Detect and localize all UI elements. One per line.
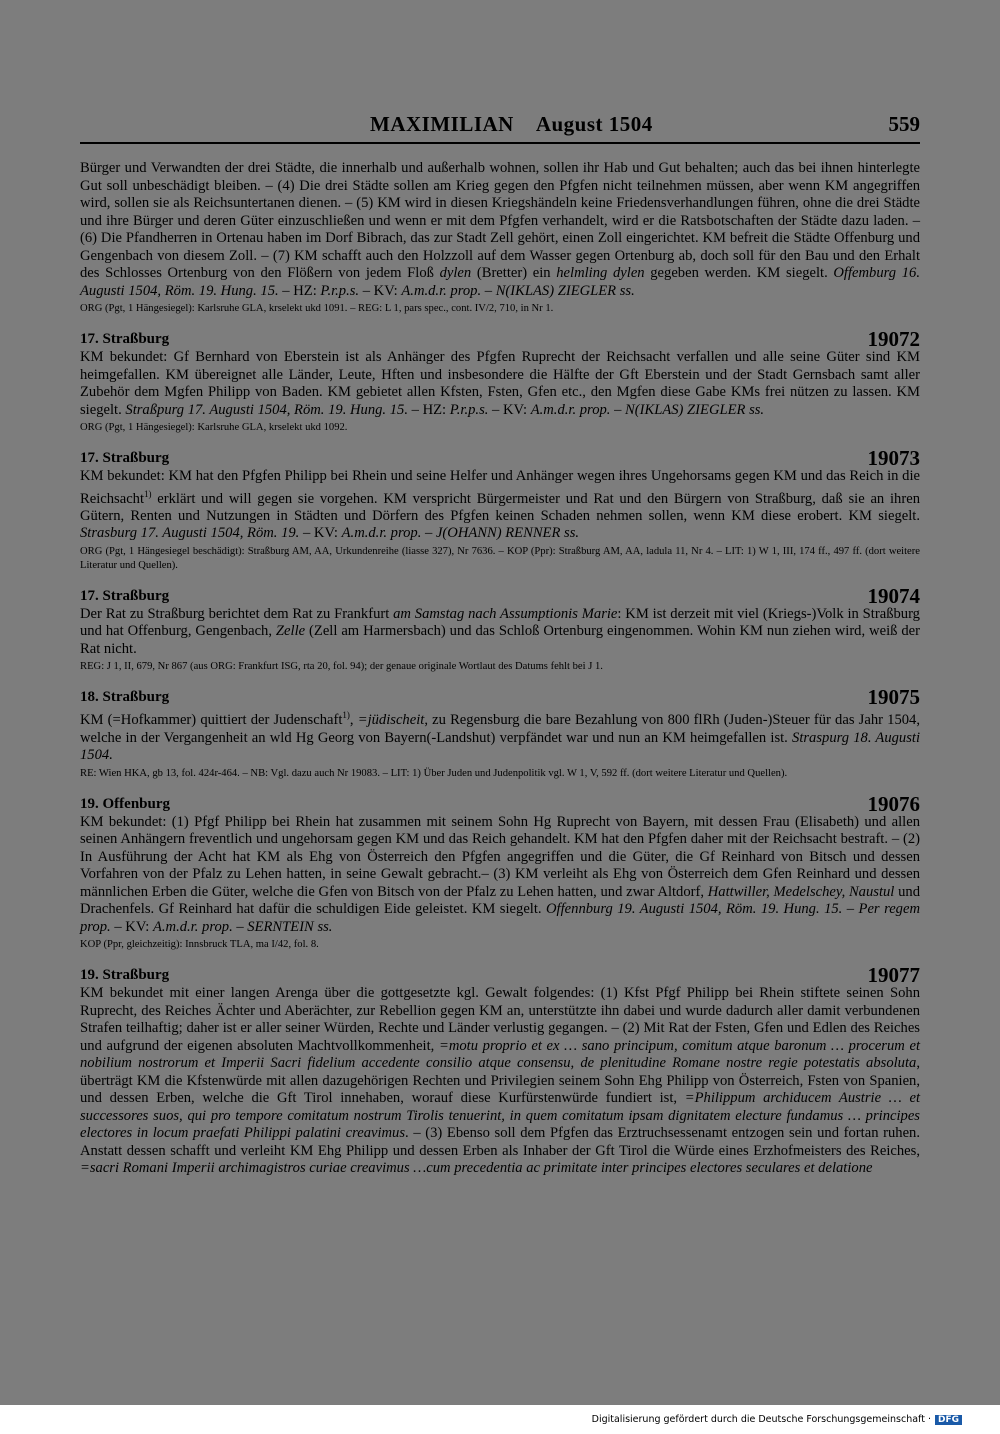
footnote-marker: 1) xyxy=(342,710,350,721)
italic-run: =sacri Romani Imperii archimagistros curiae creavimus …cum precedentia ac primitate inter principes electores seculares et delatione xyxy=(80,1160,873,1177)
page-body xyxy=(80,160,920,1178)
page-number: 559 xyxy=(888,112,920,136)
source-note: ORG (Pgt, 1 Hängesiegel): Karlsruhe GLA, krselekt ukd 1092. xyxy=(80,422,348,433)
text-run: KM bekundet mit einer langen Arenga über die gottgesetzte kgl. Gewalt folgendes: (1) Kfst Pfgf Philipp bei Rhein stiftete seinen Sohn Ruprecht, des Reiches Ächter und Aberächter, zur Rebellion gegen KM an, unterstützte ihn dabei und wurde dadurch aller damit verbundenen Strafen teilhaftig; daher ist er aller seiner Würden, Rechte und Länder verlustig gegangen. – (2) Mit Rat der Fsten, Gfen und Edlen des Reiches und aufgrund der eigenen absoluten Machtvollkommenheit, xyxy=(80,985,920,1054)
entry-19072 xyxy=(80,327,920,435)
header-title xyxy=(370,112,653,137)
entry-number: 19076 xyxy=(867,791,920,816)
entry-text xyxy=(80,349,920,419)
entry-heading xyxy=(80,327,920,349)
italic-run: Offennburg 19. Augusti 1504, Röm. 19. Hung. 15. – Per regem prop. xyxy=(80,901,920,935)
text-run: , zu Regensburg die bare Bezahlung von 800 flRh (Juden-)Steuer für das Jahr 1504, welche in der Vergangenheit an wld Hg Georg von Bayern(-Landshut) verpfändet war und nun an KM heimgefallen ist. xyxy=(80,712,920,746)
italic-run: A.m.d.r. prop. – N(IKLAS) ZIEGLER ss. xyxy=(530,401,765,418)
source-note: KOP (Ppr, gleichzeitig): Innsbruck TLA, ma I/42, fol. 8. xyxy=(80,939,319,951)
italic-run: A.m.d.r. prop. – SERNTEIN ss. xyxy=(152,918,333,935)
text-run: – KV: xyxy=(299,525,342,542)
text-run: , xyxy=(349,712,358,729)
italic-run: Straspurg 18. Augusti 1504. xyxy=(80,729,920,764)
entry-date: 17. Straßburg xyxy=(80,331,170,347)
text-run: KM bekundet: KM hat den Pfgfen Philipp bei Rhein und seine Helfer und Anhänger wegen ihres Ungehorsams gegen KM und das Reich in die Reichsacht xyxy=(80,468,920,507)
entry-text xyxy=(80,606,920,659)
entry-heading xyxy=(80,584,920,606)
entry-text xyxy=(80,707,920,764)
source-note: ORG (Pgt, 1 Hängesiegel beschädigt): Straßburg AM, AA, Urkundenreihe (liasse 327), Nr 7636. – KOP (Ppr): Straßburg AM, AA, ladula 11, Nr 4. – LIT: 1) W 1, III, 174 ff., 497 ff. (dort weitere Literatur und Quellen). xyxy=(80,545,920,571)
italic-run: Straßpurg 17. Augusti 1504, Röm. 19. Hung. 15. xyxy=(125,401,408,418)
italic-run: Strasburg 17. Augusti 1504, Röm. 19. xyxy=(80,525,300,542)
header-title-main: MAXIMILIAN xyxy=(370,112,514,136)
source-note: RE: Wien HKA, gb 13, fol. 424r-464. – NB: Vgl. dazu auch Nr 19083. – LIT: 1) Über Juden und Judenpolitik vgl. W 1, V, 592 ff. (dort weitere Literatur und Quellen). xyxy=(80,767,788,779)
italic-run: P.r.p.s. xyxy=(320,282,360,299)
text-run: Bürger und Verwandten der drei Städte, die innerhalb und außerhalb wohnen, sollen ihr Hab und Gut behalten; auch das bei ihnen hinterlegte Gut soll unbeschädigt bleiben. – (4) Die drei Städte sollen am Krieg gegen den Pfgfen nicht teilnehmen müssen, aber wenn KM angegriffen wird, sollen sie als Reichsuntertanen dienen. – (5) KM wird in diesen Kriegshändeln keine Friedensverhandlungen führen, ohne die drei Städte und ihre Bürger und deren Güter einzuschließen und wenn er mit dem Pfgfen verhandelt, wird er die Ratsbotschaften der Städte dazu laden. – (6) Die Pfandherren in Ortenau haben im Dorf Bibrach, das zur Stadt Zell gehört, einen Zoll eingerichtet. KM befreit die Städte Offenburg und Gengenbach von diesem Zoll. – (7) KM schafft auch den Holzzoll auf dem Wasser gegen Ortenburg ab, doch soll für den Bau und den Erhalt des Schlosses Ortenburg von den Flößern von jedem Floß xyxy=(80,160,920,281)
entry-date: 17. Straßburg xyxy=(80,450,170,466)
entry-heading xyxy=(80,963,920,988)
text-run: gegeben werden. KM siegelt. xyxy=(644,265,834,281)
footer-text: Digitalisierung gefördert durch die Deutsche Forschungsgemeinschaft · xyxy=(591,1414,931,1425)
running-header xyxy=(80,108,920,144)
italic-run: =jüdischeit xyxy=(357,712,425,729)
text-run: (Zell am Harmersbach) und das Schloß Ortenburg eingenommen. Wohin KM nun ziehen wird, weiß der Rat nicht. xyxy=(80,623,920,657)
entry-19074 xyxy=(80,584,920,675)
italic-run: Offemburg 16. Augusti 1504, Röm. 19. Hung. 15. xyxy=(80,265,920,299)
text-run: – KV: xyxy=(359,282,402,299)
entry-number: 19075 xyxy=(867,685,920,710)
entry-19076 xyxy=(80,792,920,953)
text-run: – KV: xyxy=(110,918,153,935)
italic-run: A.m.d.r. prop. – N(IKLAS) ZIEGLER ss. xyxy=(401,282,635,299)
entry-text xyxy=(80,985,920,1178)
text-run: . – (3) Ebenso soll dem Pfgfen das Erztruchsessenamt entzogen sein und fortan ruhen. Anstatt dessen schafft und verleiht KM Ehg Philipp und dessen Erben als Inhaber der Gft Tirol die Würde eines Erzhofmeisters des Reiches, xyxy=(80,1125,920,1159)
entry-date: 18. Straßburg xyxy=(80,689,170,706)
entry-19075 xyxy=(80,685,920,780)
italic-run: P.r.p.s. xyxy=(449,401,489,418)
text-run: erklärt und will gegen sie vorgehen. KM verspricht Bürgermeister und Rat und den Bürgern von Straßburg, daß sie an ihren Gütern, Renten und Nutzungen in Städten und Dörfern des Pfgfen keinen Schaden nehmen sollen, wenn KM diese erobert. KM siegelt. xyxy=(80,490,920,524)
entry-heading xyxy=(80,792,920,814)
text-run: – HZ: xyxy=(407,401,450,418)
entry-number: 19072 xyxy=(867,327,920,351)
italic-run: dylen xyxy=(439,265,472,281)
footer-credit xyxy=(592,1414,962,1425)
entry-number: 19073 xyxy=(867,446,920,470)
text-run: – HZ: xyxy=(278,282,321,299)
text-run: – KV: xyxy=(488,401,531,418)
italic-run: helmling dylen xyxy=(556,265,645,281)
entry-heading xyxy=(80,446,920,468)
source-note: REG: J 1, II, 679, Nr 867 (aus ORG: Frankfurt ISG, rta 20, fol. 94); der genaue originale Wortlaut des Datums fehlt bei J 1. xyxy=(80,661,603,673)
text-run: , überträgt KM die Kfstenwürde mit allen dazugehörigen Rechten und Privilegien seinem Sohn Ehg Philipp von Österreich, Fsten von Spanien, und dessen Erben, welche die Gft Tirol innehaben, worauf diese Kurfürstenwürde fundiert ist, xyxy=(80,1055,920,1107)
text-run: Der Rat zu Straßburg berichtet dem Rat zu Frankfurt xyxy=(80,605,394,622)
text-run: KM (=Hofkammer) quittiert der Judenschaft xyxy=(80,712,343,729)
italic-run: am Samstag nach Assumptionis Marie xyxy=(393,605,618,622)
entry-text xyxy=(80,468,920,543)
italic-run: Zelle xyxy=(275,623,306,640)
dfg-logo: DFG xyxy=(935,1415,962,1425)
text-run: und Drachenfels. Gf Reinhard hat dafür die schuldigen Eide geleistet. KM siegelt. xyxy=(80,883,920,918)
entry-date: 19. Offenburg xyxy=(80,795,170,812)
italic-run: Hattwiller, Medelschey, Naustul xyxy=(707,883,895,900)
entry-date: 19. Straßburg xyxy=(80,967,170,984)
entry-heading xyxy=(80,685,920,710)
entry-19073 xyxy=(80,446,920,573)
entry-number: 19077 xyxy=(867,963,920,988)
entry-date: 17. Straßburg xyxy=(80,587,170,604)
text-run: KM bekundet: (1) Pfgf Philipp bei Rhein hat zusammen mit seinem Sohn Hg Ruprecht von Bayern, mit dessen Frau (Elisabeth) und allen seinen Anhängern freventlich und ungehorsam gegen KM und das Reich gehandelt. KM hat den Pfgfen daher mit der Reichsacht bestraft. – (2) In Ausführung der Acht hat KM als Ehg von Österreich den Pfgfen angegriffen und die Güter, die Gf Reinhard von Bitsch und dessen Vorfahren von der Pfalz zu Lehen hatten, in seine Gewalt gebracht.– (3) KM verleiht als Ehg von Österreich dem Gfen Reinhard und dessen männlichen Erben die Güter, welche die Gfen von Bitsch von der Pfalz zu Lehen hatten, und zwar Altdorf, xyxy=(80,813,920,900)
entry-text xyxy=(80,814,920,937)
italic-run: =motu proprio et ex … sano principum, comitum atque baronum … procerum et nobilium nostrorum et Imperii Sacri fidelium accedente consilio atque consensu, de plenitudine Romane nostre regie potestatis absoluta xyxy=(80,1037,920,1072)
text-run: KM bekundet: Gf Bernhard von Eberstein ist als Anhänger des Pfgfen Ruprecht der Reichsacht verfallen und alle seine Güter sind KM heimgefallen. KM übereignet alle Länder, Leute, Hften und insbesondere die Hälfte der Gft Eberstein und der Stadt Gernsbach samt aller Zubehör dem Mgfen Philipp von Baden. KM gebietet allen Kfsten, Fsten, Gfen etc., den Mgfen diese Gabe KMs frei nützen zu lassen. KM siegelt. xyxy=(80,349,920,418)
text-run: (Bretter) ein xyxy=(471,265,557,281)
italic-run: =Philippum archiducem Austrie … et successores suos, qui pro tempore comitatum nostrum Tirolis tenuerint, in quem comitatum ipsam dignitatem electure fundamus … principes electores in locum praefati Philippi palatini creavimus xyxy=(80,1090,920,1142)
entry-number: 19074 xyxy=(867,583,920,608)
footnote-marker: 1) xyxy=(144,488,152,499)
italic-run: A.m.d.r. prop. – J(OHANN) RENNER ss. xyxy=(341,525,580,542)
intro-paragraph xyxy=(80,160,920,300)
header-title-sub: August 1504 xyxy=(535,112,653,136)
text-run: : KM ist derzeit mit viel (Kriegs-)Volk in Straßburg und hat Offenburg, Gengenbach, xyxy=(80,605,920,640)
entry-19077 xyxy=(80,963,920,1178)
source-note: ORG (Pgt, 1 Hängesiegel): Karlsruhe GLA, krselekt ukd 1091. – REG: L 1, pars spec., cont. IV/2, 710, in Nr 1. xyxy=(80,303,554,314)
